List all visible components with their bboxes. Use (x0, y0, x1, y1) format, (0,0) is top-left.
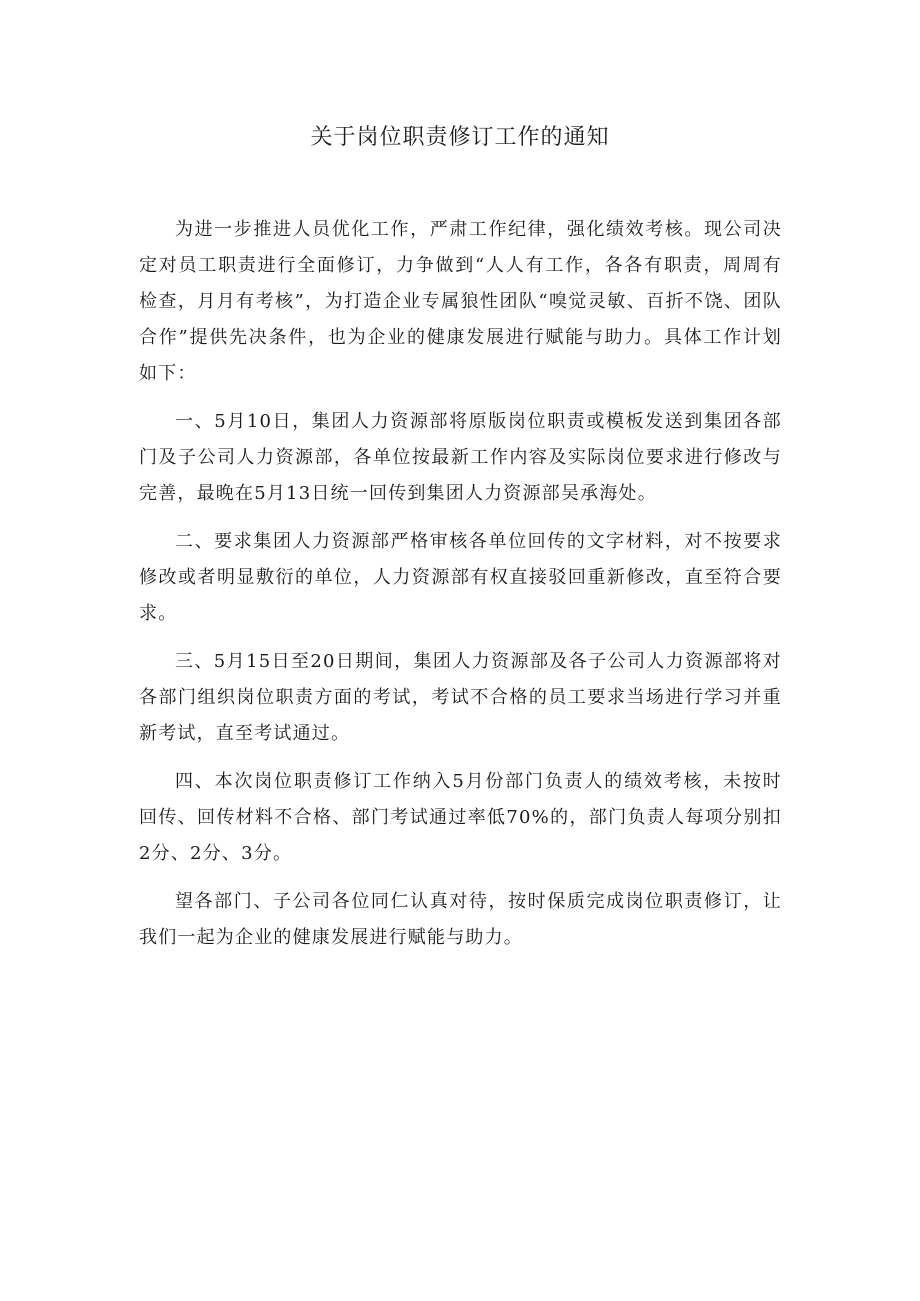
document-body (139, 212, 782, 968)
item-three-paragraph: 三、5月15日至20日期间，集团人力资源部及各子公司人力资源部将对各部门组织岗位职责方面的考试，考试不合格的员工要求当场进行学习并重新考试，直至考试通过。 (139, 651, 782, 744)
item-one-paragraph: 一、5月10日，集团人力资源部将原版岗位职责或模板发送到集团各部门及子公司人力资源部，各单位按最新工作内容及实际岗位要求进行修改与完善，最晚在5月13日统一回传到集团人力资源部吴承海处。 (139, 411, 782, 504)
intro-paragraph: 为进一步推进人员优化工作，严肃工作纪律，强化绩效考核。现公司决定对员工职责进行全面修订，力争做到“人人有工作，各各有职责，周周有检查，月月有考核”，为打造企业专属狼性团队“嗅觉灵敏、百折不饶、团队合作”提供先决条件，也为企业的健康发展进行赋能与助力。具体工作计划如下： (139, 219, 782, 384)
document-title: 关于岗位职责修订工作的通知 (310, 125, 610, 150)
item-two-paragraph: 二、要求集团人力资源部严格审核各单位回传的文字材料，对不按要求修改或者明显敷衍的单位，人力资源部有权直接驳回重新修改，直至符合要求。 (139, 531, 782, 624)
closing-paragraph: 望各部门、子公司各位同仁认真对待，按时保质完成岗位职责修订，让我们一起为企业的健康发展进行赋能与助力。 (139, 891, 782, 948)
item-four-paragraph: 四、本次岗位职责修订工作纳入5月份部门负责人的绩效考核，未按时回传、回传材料不合格、部门考试通过率低70%的，部门负责人每项分别扣2分、2分、3分。 (139, 771, 782, 864)
